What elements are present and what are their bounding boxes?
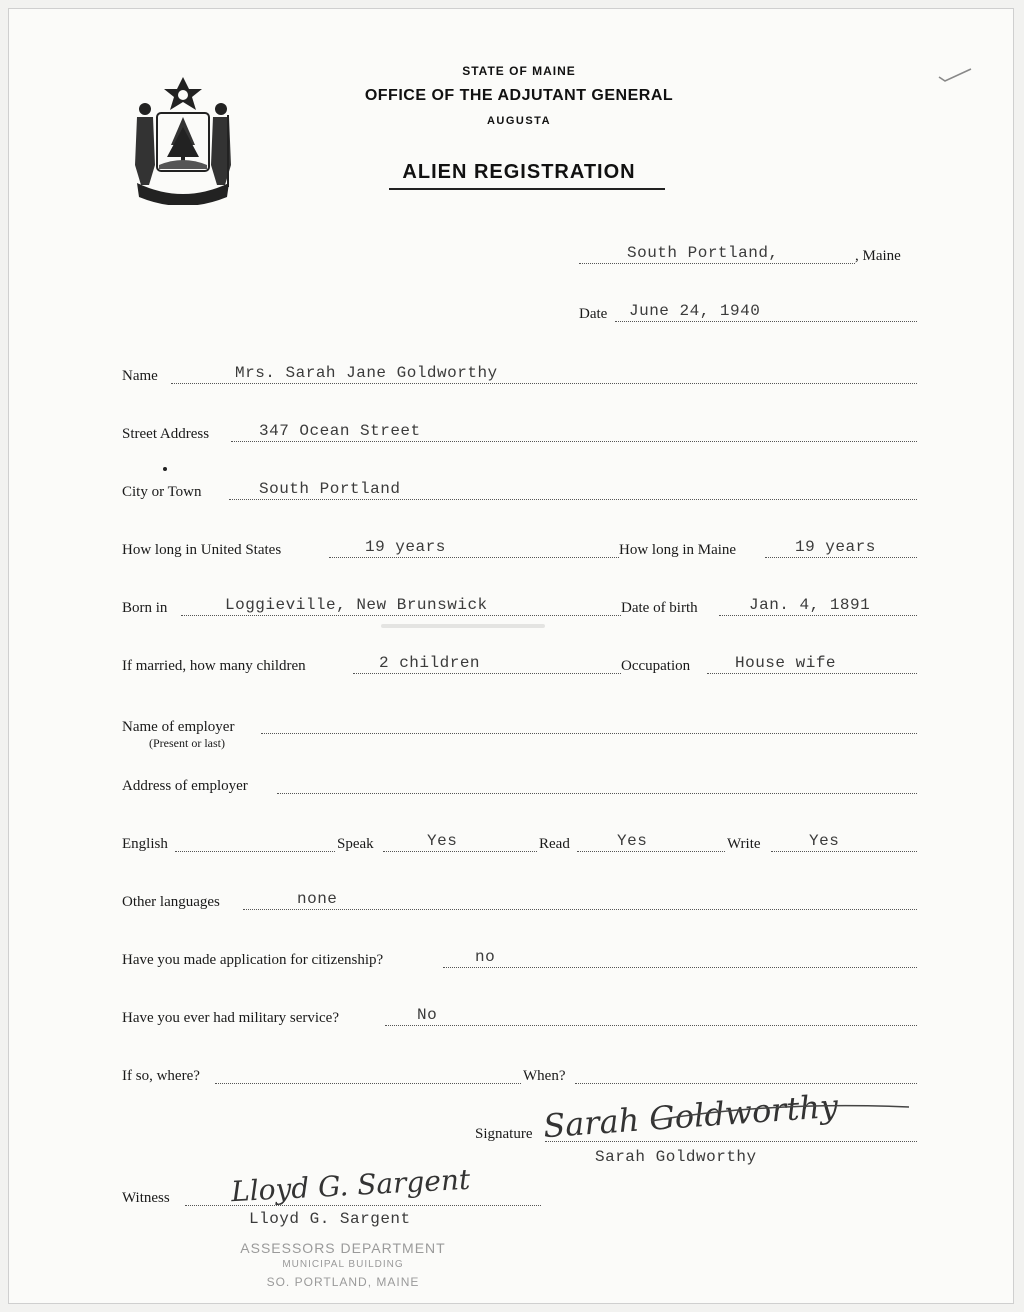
us-years-value: 19 years <box>365 538 446 556</box>
english-line <box>175 851 335 852</box>
dob-value: Jan. 4, 1891 <box>749 596 871 614</box>
stamp-line-1: ASSESSORS DEPARTMENT <box>240 1240 446 1256</box>
born-in-label: Born in <box>122 600 168 616</box>
occupation-label: Occupation <box>621 658 691 674</box>
other-languages-line <box>243 909 917 910</box>
signature-flourish-icon <box>649 1097 919 1127</box>
witness-handwritten: Lloyd G. Sargent <box>230 1162 471 1209</box>
ink-dot <box>163 467 167 471</box>
speak-label: Speak <box>337 836 374 852</box>
children-value: 2 children <box>379 654 481 672</box>
street-line <box>231 441 917 442</box>
other-languages-value: none <box>297 890 338 908</box>
maine-years-value: 19 years <box>795 538 876 556</box>
date-line <box>615 321 917 322</box>
maine-years-label: How long in Maine <box>619 542 737 558</box>
city-value: South Portland <box>259 480 401 498</box>
occupation-line <box>707 673 917 674</box>
name-value: Mrs. Sarah Jane Goldworthy <box>235 364 498 382</box>
when-line <box>575 1083 917 1084</box>
occupation-value: House wife <box>735 654 837 672</box>
seal-banner-text: MAINE <box>161 182 205 193</box>
employer-line <box>261 733 917 734</box>
write-label: Write <box>727 836 761 852</box>
born-in-value: Loggieville, New Brunswick <box>225 596 488 614</box>
witness-typed: Lloyd G. Sargent <box>249 1210 411 1228</box>
where-label: If so, where? <box>122 1068 200 1084</box>
stamp-line-2: MUNICIPAL BUILDING <box>282 1259 404 1270</box>
write-line <box>771 851 917 852</box>
title-underline <box>389 188 665 190</box>
english-label: English <box>122 836 168 852</box>
speak-value: Yes <box>427 832 458 850</box>
city-heading: AUGUSTA <box>486 115 552 127</box>
write-value: Yes <box>809 832 840 850</box>
maine-years-line <box>765 557 917 558</box>
form-title: ALIEN REGISTRATION <box>402 161 636 183</box>
place-suffix: , Maine <box>855 248 901 264</box>
employer-address-line <box>277 793 917 794</box>
witness-label: Witness <box>122 1190 170 1206</box>
street-label: Street Address <box>122 426 210 442</box>
stamp-line-3: SO. PORTLAND, MAINE <box>266 1275 420 1289</box>
name-line <box>171 383 917 384</box>
employer-label: Name of employer <box>122 719 235 735</box>
read-value: Yes <box>617 832 648 850</box>
us-years-label: How long in United States <box>122 542 282 558</box>
citizenship-label: Have you made application for citizenship? <box>122 952 384 968</box>
check-mark-icon <box>937 65 973 85</box>
children-line <box>353 673 621 674</box>
read-label: Read <box>539 836 570 852</box>
place-line <box>579 263 855 264</box>
registration-form <box>8 8 1014 1304</box>
citizenship-value: no <box>475 948 496 966</box>
other-languages-label: Other languages <box>122 894 220 910</box>
date-label: Date <box>579 306 608 322</box>
employer-sublabel: (Present or last) <box>149 736 225 750</box>
place-value: South Portland, <box>627 244 779 262</box>
street-value: 347 Ocean Street <box>259 422 421 440</box>
us-years-line <box>329 557 619 558</box>
where-line <box>215 1083 521 1084</box>
born-in-line <box>181 615 621 616</box>
signature-typed: Sarah Goldworthy <box>595 1148 757 1166</box>
state-heading: STATE OF MAINE <box>462 64 576 78</box>
erasure-smudge <box>381 624 545 628</box>
when-label: When? <box>523 1068 566 1084</box>
signature-handwritten: Sarah Goldworthy <box>542 1086 840 1146</box>
name-label: Name <box>122 368 158 384</box>
dob-line <box>719 615 917 616</box>
speak-line <box>383 851 537 852</box>
military-label: Have you ever had military service? <box>122 1010 339 1026</box>
military-value: No <box>417 1006 438 1024</box>
citizenship-line <box>443 967 917 968</box>
children-label: If married, how many children <box>122 658 306 674</box>
city-line <box>229 499 917 500</box>
read-line <box>577 851 725 852</box>
office-heading: OFFICE OF THE ADJUTANT GENERAL <box>364 87 674 104</box>
city-label: City or Town <box>122 484 202 500</box>
signature-label: Signature <box>475 1126 533 1142</box>
military-line <box>385 1025 917 1026</box>
employer-address-label: Address of employer <box>122 778 248 794</box>
date-value: June 24, 1940 <box>629 302 761 320</box>
dob-label: Date of birth <box>621 600 698 616</box>
